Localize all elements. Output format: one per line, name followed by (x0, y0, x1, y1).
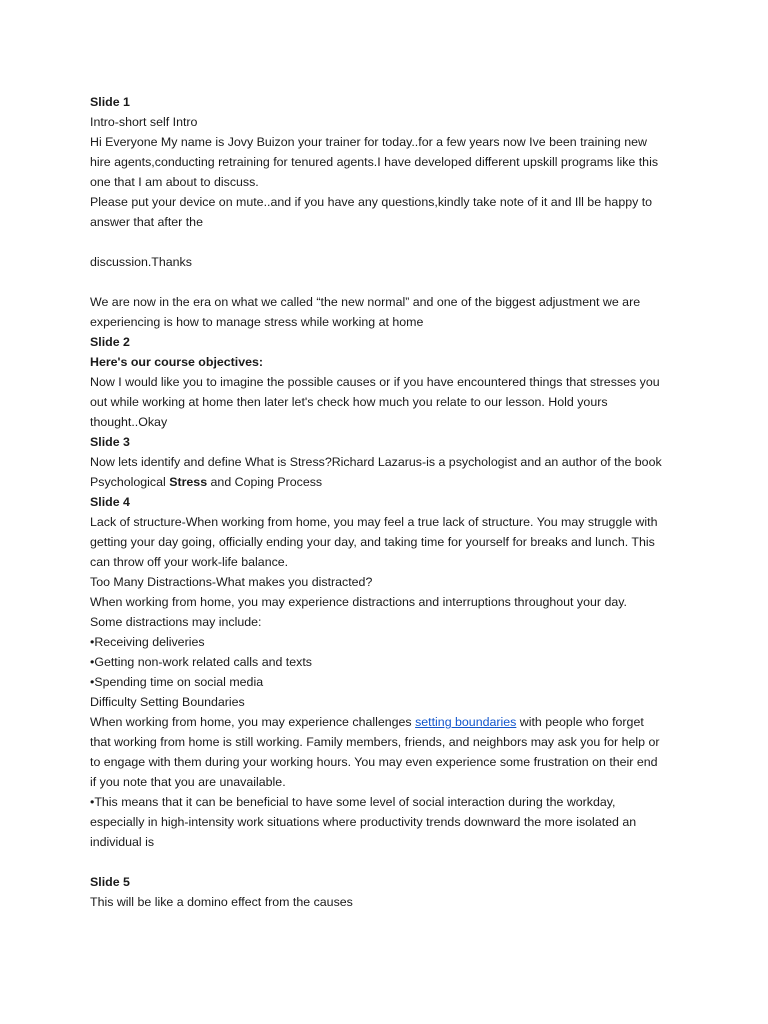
blank-line (90, 852, 690, 872)
blank-line (90, 232, 690, 252)
slide-2-heading: Slide 2 (90, 335, 130, 349)
paragraph-line: Now I would like you to imagine the possible causes or if you have encountered things that stresses you (90, 375, 660, 389)
paragraph-line: experiencing is how to manage stress while working at home (90, 315, 424, 329)
paragraph-line: out while working at home then later let's check how much you relate to our lesson. Hold yours (90, 395, 608, 409)
paragraph-line: Lack of structure-When working from home, you may feel a true lack of structure. You may struggle with (90, 515, 658, 529)
text-run: and Coping Process (207, 475, 323, 489)
paragraph-line: Now lets identify and define What is Stress?Richard Lazarus-is a psychologist and an author of the book (90, 455, 662, 469)
paragraph-line (90, 712, 690, 732)
paragraph-line: thought..Okay (90, 415, 168, 429)
bullet-item: •Spending time on social media (90, 675, 264, 689)
slide-1-subheading: Intro-short self Intro (90, 115, 198, 129)
blank-line (90, 272, 690, 292)
paragraph-line: one that I am about to discuss. (90, 175, 259, 189)
paragraph-line: can throw off your work-life balance. (90, 555, 289, 569)
bullet-item: •Receiving deliveries (90, 635, 205, 649)
document-body (90, 92, 690, 912)
paragraph-line: especially in high-intensity work situations where productivity trends downward the more isolated an (90, 815, 637, 829)
paragraph-line: if you note that you are unavailable. (90, 775, 286, 789)
text-run: with people who forget (516, 715, 644, 729)
paragraph-line: answer that after the (90, 215, 203, 229)
slide-1-heading: Slide 1 (90, 95, 130, 109)
boundaries-title: Difficulty Setting Boundaries (90, 695, 245, 709)
bullet-item: •Getting non-work related calls and texts (90, 655, 312, 669)
bold-term-stress: Stress (169, 475, 208, 489)
slide-5-heading: Slide 5 (90, 875, 130, 889)
paragraph-line (90, 472, 690, 492)
paragraph-line: that working from home is still working. Family members, friends, and neighbors may ask you for help or (90, 735, 660, 749)
paragraph-line: When working from home, you may experience distractions and interruptions throughout your day. (90, 595, 627, 609)
paragraph-line: getting your day going, officially ending your day, and taking time for yourself for breaks and lunch. This (90, 535, 655, 549)
text-run: Psychological (90, 475, 170, 489)
paragraph-line: discussion.Thanks (90, 255, 192, 269)
course-objectives-heading: Here's our course objectives: (90, 355, 264, 369)
paragraph-line: Hi Everyone My name is Jovy Buizon your trainer for today..for a few years now Ive been training new (90, 135, 647, 149)
paragraph-line: Please put your device on mute..and if you have any questions,kindly take note of it and Ill be happy to (90, 195, 653, 209)
slide-4-heading: Slide 4 (90, 495, 130, 509)
setting-boundaries-link[interactable]: setting boundaries (415, 715, 517, 729)
paragraph-line: hire agents,conducting retraining for tenured agents.I have developed different upskill programs like this (90, 155, 659, 169)
paragraph-line: individual is (90, 835, 155, 849)
text-run: When working from home, you may experience challenges (90, 715, 416, 729)
paragraph-line: This will be like a domino effect from the causes (90, 895, 353, 909)
paragraph-line: Some distractions may include: (90, 615, 262, 629)
distractions-title: Too Many Distractions-What makes you distracted? (90, 575, 373, 589)
slide-3-heading: Slide 3 (90, 435, 130, 449)
paragraph-line: We are now in the era on what we called “the new normal” and one of the biggest adjustment we are (90, 295, 641, 309)
paragraph-line: •This means that it can be beneficial to have some level of social interaction during the workday, (90, 795, 616, 809)
paragraph-line: to engage with them during your working hours. You may even experience some frustration on their end (90, 755, 658, 769)
